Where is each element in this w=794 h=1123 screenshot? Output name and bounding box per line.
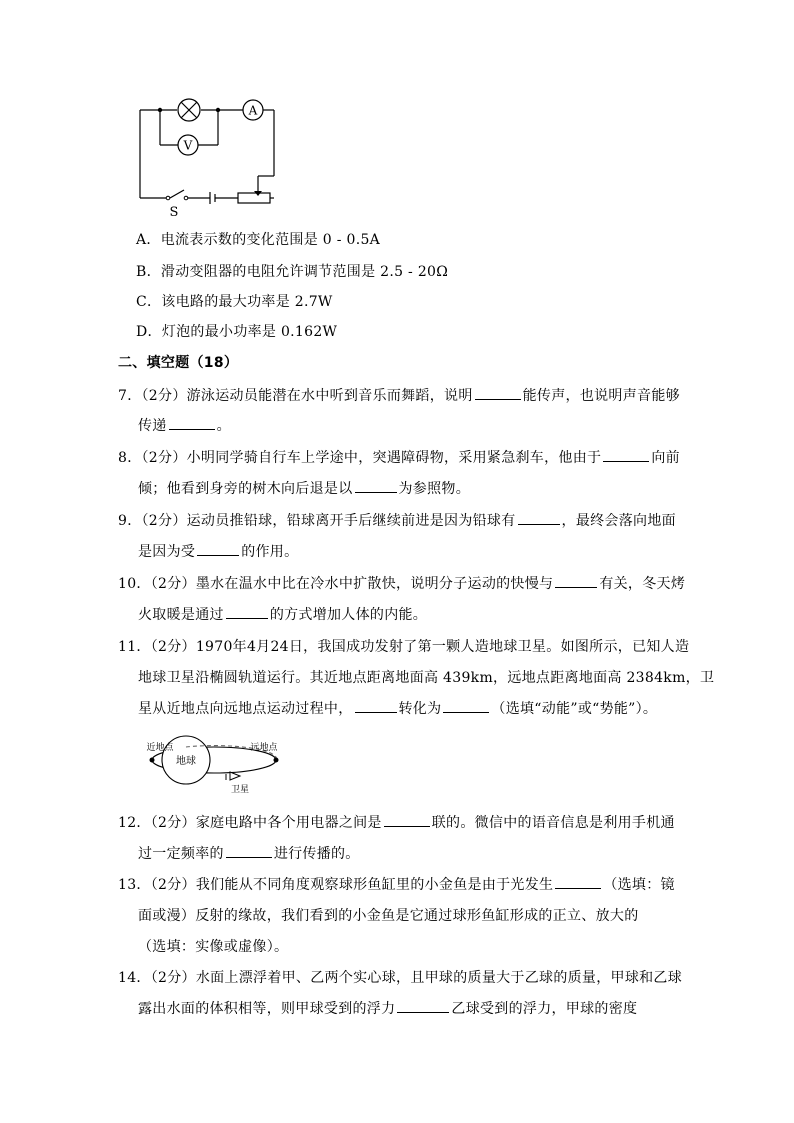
ammeter-icon	[243, 100, 263, 120]
answer-blank[interactable]	[475, 385, 521, 400]
q12-text-b: 联的。微信中的语音信息是利用手机通	[431, 815, 675, 831]
q7-line2	[138, 415, 231, 435]
answer-blank[interactable]	[355, 698, 397, 713]
perigee-label: 近地点	[146, 742, 174, 752]
q13-line3: （选填：实像或虚像）。	[138, 939, 289, 955]
option-c: C．该电路的最大功率是 2.7W	[136, 294, 333, 310]
q7-line1	[118, 385, 680, 405]
q7-text-c: 传递	[138, 418, 167, 434]
q8-line1	[118, 447, 680, 467]
q13-text-a: 13．（2分）我们能从不同角度观察球形鱼缸里的小金鱼是由于光发生	[118, 877, 554, 893]
answer-blank[interactable]	[397, 998, 449, 1013]
q9-line2	[138, 541, 298, 561]
q8-text-d: 为参照物。	[398, 481, 470, 497]
q8-text-c: 倾；他看到身旁的树木向后退是以	[138, 481, 353, 497]
switch-label: S	[169, 205, 179, 220]
q14-text-b: 乙球受到的浮力，甲球的密度	[451, 1001, 638, 1017]
q14-text-a: 露出水面的体积相等，则甲球受到的浮力	[138, 1001, 396, 1017]
option-d: D．灯泡的最小功率是 0.162W	[136, 324, 338, 340]
q7-text-d: 。	[216, 418, 231, 434]
q12-line2	[138, 843, 360, 863]
q9-line1	[118, 510, 676, 530]
q9-text-a: 9．（2分）运动员推铅球，铅球离开手后继续前进是因为铅球有	[118, 513, 516, 529]
q10-text-a: 10．（2分）墨水在温水中比在冷水中扩散快，说明分子运动的快慢与	[118, 576, 554, 592]
answer-blank[interactable]	[384, 812, 430, 827]
q12-text-d: 进行传播的。	[273, 846, 360, 862]
q14-line2	[138, 998, 637, 1018]
q10-text-d: 的方式增加人体的内能。	[269, 607, 428, 623]
option-b: B．滑动变阻器的电阻允许调节范围是 2.5 - 20Ω	[136, 264, 449, 280]
q11-text-c: （选填“动能”或“势能”）。	[491, 701, 658, 717]
answer-blank[interactable]	[226, 604, 268, 619]
answer-blank[interactable]	[555, 874, 601, 889]
answer-blank[interactable]	[197, 541, 239, 556]
q12-text-c: 过一定频率的	[138, 846, 224, 862]
q8-text-b: 向前	[651, 450, 680, 466]
q13-text-b: （选填：镜	[603, 877, 675, 893]
q12-line1	[118, 812, 675, 832]
q9-text-b: ，最终会落向地面	[561, 513, 676, 529]
answer-blank[interactable]	[555, 573, 597, 588]
q14-line1: 14．（2分）水面上漂浮着甲、乙两个实心球，且甲球的质量大于乙球的质量，甲球和乙球	[118, 970, 683, 986]
orbit-diagram	[138, 730, 288, 802]
q11-text-a: 星从近地点向远地点运动过程中，	[138, 701, 353, 717]
q11-line2: 地球卫星沿椭圆轨道运行。其近地点距离地面高 439km，远地点距离地面高 2384km，卫	[138, 670, 715, 686]
q10-text-c: 火取暖是通过	[138, 607, 224, 623]
satellite-label: 卫星	[230, 784, 250, 794]
option-a: A．电流表示数的变化范围是 0 - 0.5A	[136, 232, 381, 248]
q12-text-a: 12．（2分）家庭电路中各个用电器之间是	[118, 815, 382, 831]
q9-text-d: 的作用。	[241, 544, 299, 560]
q10-line2	[138, 604, 427, 624]
q13-line1	[118, 874, 675, 894]
ammeter-label: A	[248, 103, 258, 118]
answer-blank[interactable]	[226, 843, 272, 858]
q11-text-b: 转化为	[398, 701, 442, 717]
q10-text-b: 有关，冬天烤	[599, 576, 686, 592]
circuit-diagram	[130, 92, 290, 222]
q8-text-a: 8．（2分）小明同学骑自行车上学途中，突遇障碍物，采用紧急刹车，他由于	[118, 450, 602, 466]
answer-blank[interactable]	[355, 478, 397, 493]
q7-text-b: 能传声，也说明声音能够	[522, 388, 680, 404]
q9-text-c: 是因为受	[138, 544, 196, 560]
voltmeter-label: V	[183, 138, 193, 153]
lamp-icon	[178, 99, 200, 121]
answer-blank[interactable]	[518, 510, 560, 525]
q13-line2: 面或漫）反射的缘故，我们看到的小金鱼是它通过球形鱼缸形成的正立、放大的	[138, 908, 639, 924]
q10-line1	[118, 573, 685, 593]
voltmeter-icon	[178, 135, 198, 155]
earth-label: 地球	[176, 756, 196, 767]
q11-line1: 11．（2分）1970年4月24日，我国成功发射了第一颗人造地球卫星。如图所示，已知人造	[118, 639, 690, 655]
section-title: 二、填空题（18）	[118, 355, 239, 371]
q7-text-a: 7．（2分）游泳运动员能潜在水中听到音乐而舞蹈，说明	[118, 388, 473, 404]
q11-line3	[138, 698, 657, 718]
answer-blank[interactable]	[603, 447, 649, 462]
answer-blank[interactable]	[443, 698, 489, 713]
apogee-label: 远地点	[250, 742, 278, 752]
q8-line2	[138, 478, 470, 498]
answer-blank[interactable]	[169, 415, 215, 430]
